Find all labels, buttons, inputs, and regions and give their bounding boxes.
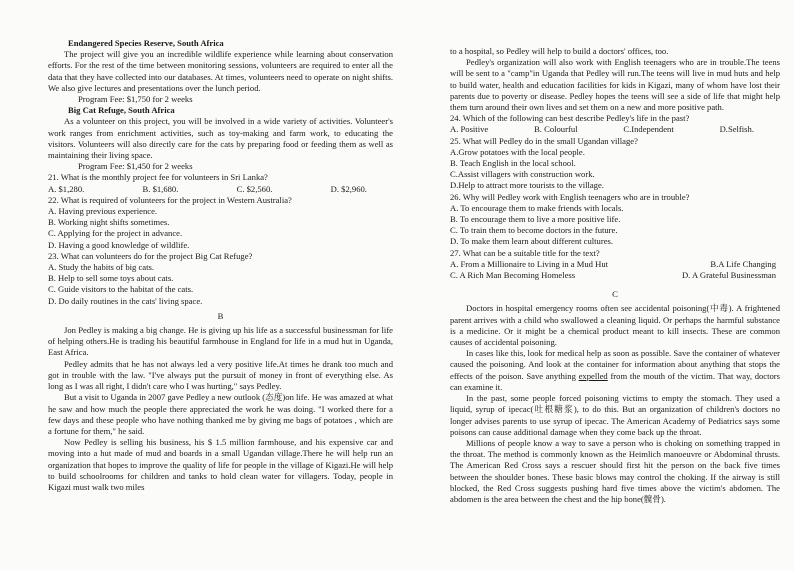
project-title: Big Cat Refuge, South Africa xyxy=(68,105,175,116)
option-c: C.Independent xyxy=(623,124,674,135)
option-b: B.A Life Changing xyxy=(710,258,776,269)
option-b: B. Help to sell some toys about cats. xyxy=(48,273,174,284)
project-title: Endangered Species Reserve, South Africa xyxy=(68,38,224,48)
paragraph: Doctors in hospital emergency rooms often see accidental poisoning(中毒). A frightened parent arrives with a child who swallowed a cleaning liquid. Or perhaps the harmful substance is a medicine. Or it might be a chemical product meant to kill insects. These are common causes of accidental poisoning. xyxy=(450,303,780,348)
question-26: 26. Why will Pedley work with English teenagers who are in trouble? xyxy=(450,191,690,202)
program-fee: Program Fee: $1,450 for 2 weeks xyxy=(78,161,193,172)
option-d: D. Do daily routines in the cats' living space. xyxy=(48,295,203,306)
option-c: C. Applying for the project in advance. xyxy=(48,228,183,239)
paragraph: Millions of people know a way to save a person who is choking on something trapped in the throat. The method is commonly known as the Heimlich manoeuvre or Abdominal thrusts. The American Red Cross says a rescuer should first hit the person on the back five times between the shoulder bones. These basic blows may control the choking. If the airway is still blocked, the Red Cross suggests pushing hard five times above the victim's abdomen. The abdomen is the area between the chest and the hip bone(髋骨). xyxy=(450,437,780,504)
paragraph: As a volunteer on this project, you will be involved in a wide variety of activities. Volunteer's work ranges from enrichment activities, such as toy-making and farm work, to educating the visitors. Volunteers will also directly care for the cats by preparing food or feeding them as well as maintaining their living space. xyxy=(48,116,393,161)
paragraph: Jon Pedley is making a big change. He is giving up his life as a successful businessman for life of helping others.He is trading his beautiful farmhouse in England for life in a mud hut in Uganda, East Africa. xyxy=(48,325,393,358)
question-27: 27. What can be a suitable title for the text? xyxy=(450,247,600,258)
question-24: 24. Which of the following can best describe Pedley's life in the past? xyxy=(450,113,690,124)
option-c: C. To train them to become doctors in the future. xyxy=(450,225,618,236)
section-heading-c: C xyxy=(612,289,618,300)
paragraph: Pedley's organization will also work with English teenagers who are in trouble.The teens will be sent to a "camp"in Uganda that Pedley will run.The teens will live in mud huts and help to build water, health and education facilities for kids in Kigazi, many of whom have lost their parents due to poverty or disease. Pedley hopes the teens will see a side of life that might help them turn around their own lives and set them on a new and more positive path. xyxy=(450,57,780,113)
paragraph-text: In cases like this, look for medical help as soon as possible. Save the container of whatever caused the poisoning. And look at the container for information about anything that stops the effects of the poison. Save anything xyxy=(450,348,780,381)
question-22: 22. What is required of volunteers for the project in Western Australia? xyxy=(48,194,292,205)
option-c: C. A Rich Man Becoming Homeless xyxy=(450,270,576,281)
question-24-options xyxy=(450,124,780,135)
option-a: A. From a Millionaire to Living in a Mud Hut xyxy=(450,258,609,269)
program-fee: Program Fee: $1,750 for 2 weeks xyxy=(78,94,193,105)
option-b: B. $1,680. xyxy=(142,183,179,194)
option-d: D. $2,960. xyxy=(330,183,367,194)
paragraph-text: from the mouth of the victim. That way, doctors can examine it. xyxy=(450,370,780,392)
paragraph: Pedley admits that he has not always led a very positive life.At times he drank too much and got in trouble with the law. "I've always put the pursuit of money in front of everything else. As long as I was all right, I didn't care who I was hurting," says Pedley. xyxy=(48,358,393,392)
paragraph: But a visit to Uganda in 2007 gave Pedley a new outlook (态度)on life. He was amazed at what he saw and how much the people there appreciated the work he was doing. "I worked there for a few days and these people who have nothing thanked me by giving me bags of potatoes , which are a fortune for them," he said. xyxy=(48,392,393,436)
paragraph xyxy=(450,348,780,393)
question-23: 23. What can volunteers do for the project Big Cat Refuge? xyxy=(48,250,253,261)
option-b: B. Colourful xyxy=(534,124,578,135)
option-a: A. $1,280. xyxy=(48,183,85,194)
option-a: A.Grow potatoes with the local people. xyxy=(450,146,585,157)
right-column xyxy=(450,46,780,505)
paragraph: Now Pedley is selling his business, his $ 1.5 million farmhouse, and his expensive car and moving into a hut made of mud and boards in a small Ugandan village.There he will help run an organization that hopes to improve the quality of life for people in the village of Kigazi.He will help to build schoolrooms for children and tanks to hold clean water for villagers. Today, people in Kigazi must walk two miles xyxy=(48,437,393,492)
option-d: D.Selfish. xyxy=(719,124,754,135)
section-heading-b: B xyxy=(217,310,224,321)
option-b: B. Teach English in the local school. xyxy=(450,158,576,169)
option-c: C. $2,560. xyxy=(236,183,273,194)
option-c: C. Guide visitors to the habitat of the cats. xyxy=(48,284,194,295)
left-column xyxy=(48,38,393,493)
option-b: B. To encourage them to live a more positive life. xyxy=(450,214,621,225)
option-a: A. To encourage them to make friends with locals. xyxy=(450,202,624,213)
question-27-options-row-1 xyxy=(450,259,780,270)
underlined-word: expelled xyxy=(578,370,608,381)
option-d: D. A Grateful Businessman xyxy=(681,270,776,281)
question-21-options xyxy=(48,184,393,195)
option-d: D. Having a good knowledge of wildlife. xyxy=(48,239,190,250)
paragraph: In the past, some people forced poisoning victims to empty the stomach. They used a liquid, syrup of ipecac(吐根糖浆), to do this. But an organization of children's doctors no longer advises parents to use syrup of ipecac. The American Academy of Pediatrics says some poisons can cause additional damage when they come back up the throat. xyxy=(450,393,780,437)
option-a: A. Having previous experience. xyxy=(48,206,158,217)
paragraph: to a hospital, so Pedley will help to build a doctors' offices, too. xyxy=(450,46,669,56)
option-c: C.Assist villagers with construction work. xyxy=(450,169,595,180)
question-27-options-row-2 xyxy=(450,270,780,281)
option-d: D. To make them learn about different cultures. xyxy=(450,236,614,247)
option-a: A. Positive xyxy=(450,124,489,135)
question-25: 25. What will Pedley do in the small Ugandan village? xyxy=(450,135,638,146)
option-a: A. Study the habits of big cats. xyxy=(48,262,154,273)
option-b: B. Working night shifts sometimes. xyxy=(48,217,170,228)
question-21: 21. What is the monthly project fee for volunteers in Sri Lanka? xyxy=(48,172,268,183)
paragraph: The project will give you an incredible wildlife experience while learning about conservation efforts. For the rest of the time between monitoring sessions, volunteers are required to enter all the data that they have collected into our databases. At times, volunteers need to operate on night shifts. We also give lectures and presentations over the lunch period. xyxy=(48,49,393,93)
option-d: D.Help to attract more tourists to the village. xyxy=(450,180,604,191)
